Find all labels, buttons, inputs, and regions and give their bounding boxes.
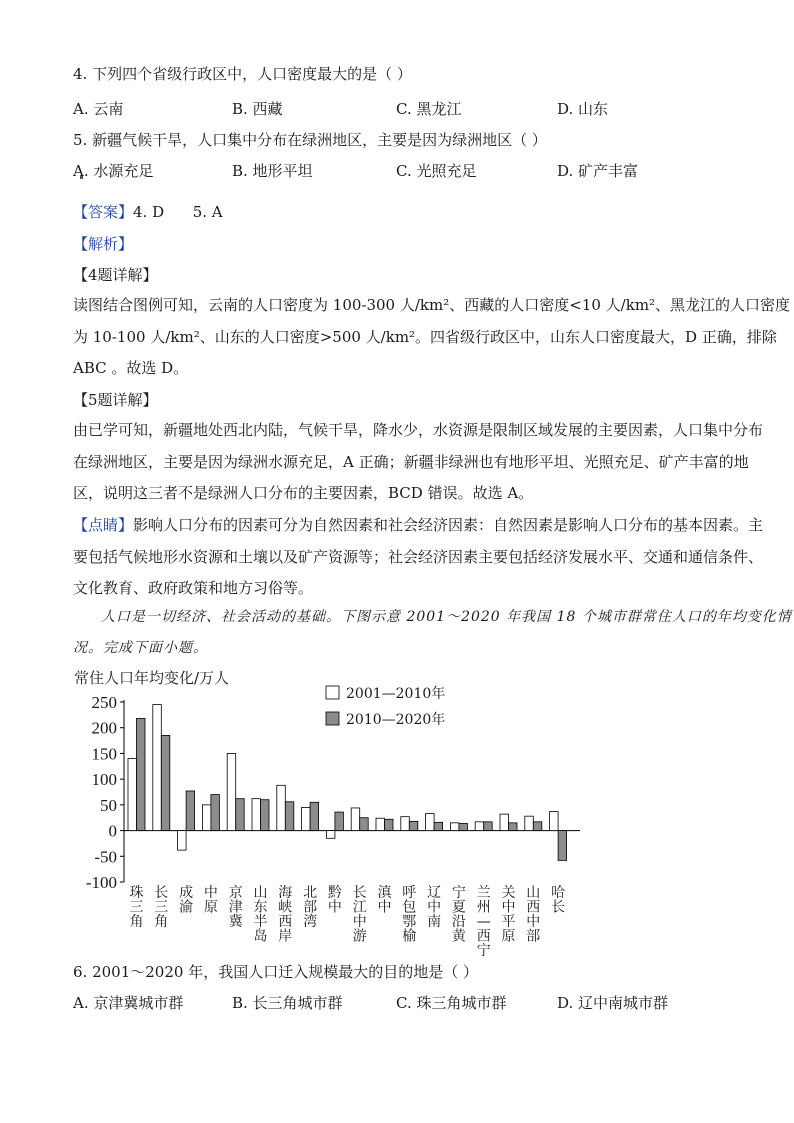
category-label-char: 原 bbox=[203, 899, 218, 916]
detail4-line-2: 为 10-100 人/km²、山东的人口密度>500 人/km²。四省级行政区中，山东人口密度最大，D 正确，排除 bbox=[73, 327, 777, 346]
category-label-char: 夏 bbox=[451, 899, 466, 916]
comment-line-1-text: 影响人口分布的因素可分为自然因素和社会经济因素：自然因素是影响人口分布的基本因素。主 bbox=[133, 516, 764, 534]
y-tick-label: 150 bbox=[91, 744, 117, 764]
bar-2 bbox=[285, 802, 294, 831]
q6-stem: 6. 2001～2020 年，我国人口迁入规模最大的目的地是（ ） bbox=[73, 963, 478, 981]
category-label-char: 海 bbox=[278, 885, 293, 901]
comment-line-2: 要包括气候地形水资源和土壤以及矿产资源等；社会经济因素主要包括经济发展水平、交通和通信条件、 bbox=[73, 547, 764, 566]
category-label-char: 中 bbox=[526, 914, 541, 930]
category-label-char: 呼 bbox=[402, 885, 417, 901]
bar-2 bbox=[261, 800, 270, 831]
bar-1 bbox=[550, 812, 559, 831]
q4-option-b: B. 西藏 bbox=[232, 100, 283, 118]
bar-1 bbox=[326, 831, 335, 839]
category-label-char: 包 bbox=[402, 899, 417, 916]
answer-tag: 【答案】 bbox=[73, 203, 134, 221]
bar-1 bbox=[426, 814, 435, 831]
y-tick-label: 0 bbox=[108, 821, 117, 841]
category-label-char: 沿 bbox=[451, 914, 466, 930]
category-label-char: 关 bbox=[501, 885, 516, 901]
category-label-char: 西 bbox=[476, 928, 491, 945]
bar-2 bbox=[459, 823, 468, 830]
bar-2 bbox=[558, 831, 567, 861]
category-label-char: 部 bbox=[303, 899, 318, 916]
y-tick-label: 250 bbox=[91, 693, 117, 712]
category-label-char: 长 bbox=[551, 899, 566, 916]
detail5-line-1: 由已学可知，新疆地处西北内陆，气候干旱，降水少，水资源是限制区域发展的主要因素，人口集中分布 bbox=[73, 421, 764, 439]
bar-1 bbox=[351, 808, 360, 831]
detail5-title: 【5题详解】 bbox=[73, 391, 158, 409]
category-label-char: 京 bbox=[228, 885, 243, 901]
category-label-char: 西 bbox=[278, 914, 293, 930]
bar-1 bbox=[500, 814, 509, 830]
category-label-char: 湾 bbox=[303, 914, 318, 930]
bar-1 bbox=[128, 759, 137, 831]
category-label-char: 黄 bbox=[451, 928, 466, 945]
category-label-char: 中 bbox=[203, 885, 218, 901]
category-label-char: 中 bbox=[352, 914, 367, 930]
population-change-chart bbox=[60, 665, 620, 959]
analysis-tag: 【解析】 bbox=[73, 235, 134, 253]
category-label-char: 中 bbox=[427, 899, 442, 916]
category-label-char: 珠 bbox=[129, 885, 144, 901]
category-label-char: 宁 bbox=[451, 885, 466, 901]
comment-line-1 bbox=[73, 510, 764, 542]
y-tick-label: 50 bbox=[100, 795, 117, 815]
legend-label-1: 2001—2010年 bbox=[346, 686, 446, 702]
category-label-char: 榆 bbox=[402, 928, 417, 945]
category-label-char: 东 bbox=[253, 899, 268, 916]
bar-1 bbox=[227, 753, 236, 830]
comment-tag: 【点睛】 bbox=[73, 516, 134, 534]
bar-1 bbox=[252, 799, 261, 831]
answer-line bbox=[73, 202, 223, 222]
category-label-char: 三 bbox=[129, 899, 144, 916]
y-tick-label: -100 bbox=[85, 873, 117, 892]
q5-stem: 5. 新疆气候干旱，人口集中分布在绿洲地区，主要是因为绿洲地区（ ） bbox=[73, 131, 547, 149]
bar-2 bbox=[434, 822, 443, 830]
q6-option-d: D. 辽中南城市群 bbox=[557, 994, 669, 1012]
bar-1 bbox=[178, 831, 187, 851]
category-label-char: 岸 bbox=[278, 928, 293, 945]
detail5-line-3: 区，说明这三者不是绿洲人口分布的主要因素，BCD 错误。故选 A。 bbox=[73, 484, 534, 502]
category-label-char: 中 bbox=[501, 899, 516, 916]
chart-title: 常住人口年均变化/万人 bbox=[74, 669, 230, 687]
bar-2 bbox=[409, 821, 418, 830]
q6-option-b: B. 长三角城市群 bbox=[232, 994, 343, 1012]
comment-body bbox=[73, 510, 764, 605]
bar-2 bbox=[161, 735, 170, 830]
category-label-char: 津 bbox=[228, 899, 243, 916]
category-label-char: 岛 bbox=[253, 928, 268, 945]
detail5-line-2: 在绿洲地区，主要是因为绿洲水源充足，A 正确；新疆非绿洲也有地形平坦、光照充足、矿产丰富的地 bbox=[73, 452, 749, 471]
category-label-char: 成 bbox=[179, 885, 194, 901]
q5-option-b: B. 地形平坦 bbox=[232, 162, 313, 180]
category-label-char: 山 bbox=[253, 885, 268, 901]
category-label-char: 冀 bbox=[228, 914, 243, 930]
bar-2 bbox=[137, 718, 146, 830]
bar-2 bbox=[533, 822, 542, 831]
chart-intro bbox=[73, 602, 792, 664]
category-label-char: 中 bbox=[327, 899, 342, 916]
y-tick-label: -50 bbox=[94, 847, 117, 867]
y-tick-label: 100 bbox=[91, 770, 117, 790]
bar-2 bbox=[484, 822, 493, 831]
comment-line-3: 文化教育、政府政策和地方习俗等。 bbox=[73, 579, 314, 597]
category-label-char: 平 bbox=[501, 914, 516, 930]
category-label-char: — bbox=[476, 914, 491, 930]
category-label-char: 州 bbox=[476, 899, 491, 916]
category-label-char: 黔 bbox=[327, 885, 342, 901]
q5-option-d: D. 矿产丰富 bbox=[557, 162, 639, 180]
detail4-line-3: ABC 。故选 D。 bbox=[73, 359, 189, 377]
bar-1 bbox=[202, 805, 211, 831]
category-label-char: 中 bbox=[377, 899, 392, 916]
legend-label-2: 2010—2020年 bbox=[346, 712, 446, 728]
category-label-char: 西 bbox=[526, 899, 541, 916]
category-label-char: 山 bbox=[526, 885, 541, 901]
detail4-body bbox=[73, 290, 791, 385]
category-label-char: 宁 bbox=[476, 943, 491, 959]
bar-2 bbox=[335, 812, 344, 831]
category-label-char: 鄂 bbox=[402, 914, 417, 930]
bar-1 bbox=[302, 807, 311, 830]
legend-swatch-2 bbox=[326, 712, 339, 725]
bar-2 bbox=[236, 799, 245, 831]
category-label-char: 峡 bbox=[278, 899, 293, 916]
bar-2 bbox=[186, 791, 195, 831]
category-label-char: 南 bbox=[427, 914, 442, 930]
legend-swatch-1 bbox=[326, 686, 339, 699]
q5-option-c: C. 光照充足 bbox=[396, 162, 477, 180]
bar-2 bbox=[509, 823, 518, 831]
q4-option-d: D. 山东 bbox=[557, 100, 609, 118]
q4-stem: 4. 下列四个省级行政区中，人口密度最大的是（ ） bbox=[73, 65, 412, 83]
q6-option-a: A. 京津冀城市群 bbox=[73, 994, 184, 1012]
category-label-char: 游 bbox=[352, 928, 367, 945]
detail4-title: 【4题详解】 bbox=[73, 266, 158, 284]
bar-2 bbox=[310, 802, 319, 830]
q4-option-a: A. 云南 bbox=[73, 100, 124, 118]
category-label-char: 半 bbox=[253, 914, 268, 930]
category-label-char: 渝 bbox=[179, 899, 194, 916]
category-label-char: 滇 bbox=[377, 885, 392, 901]
bar-1 bbox=[450, 823, 459, 831]
q6-option-c: C. 珠三角城市群 bbox=[396, 994, 507, 1012]
q4-option-c: C. 黑龙江 bbox=[396, 100, 462, 118]
bar-2 bbox=[211, 795, 220, 831]
category-label-char: 长 bbox=[154, 885, 169, 901]
category-label-char: 哈 bbox=[551, 885, 566, 901]
category-label-char: 三 bbox=[154, 899, 169, 916]
answer-text: 4. D 5. A bbox=[133, 203, 223, 221]
q5-option-a: A. 水源充足 bbox=[73, 162, 154, 180]
category-label-char: 原 bbox=[501, 928, 516, 945]
category-label-char: 辽 bbox=[427, 885, 442, 901]
bar-1 bbox=[525, 816, 534, 830]
category-label-char: 角 bbox=[154, 914, 169, 930]
bar-1 bbox=[401, 817, 410, 831]
bar-1 bbox=[153, 705, 162, 831]
bar-2 bbox=[385, 819, 394, 830]
category-label-char: 兰 bbox=[476, 885, 491, 901]
category-label-char: 北 bbox=[303, 885, 318, 901]
y-tick-label: 200 bbox=[91, 718, 117, 738]
category-label-char: 角 bbox=[129, 914, 144, 930]
detail5-body bbox=[73, 415, 764, 510]
bar-2 bbox=[360, 818, 369, 831]
bar-1 bbox=[475, 822, 484, 831]
category-label-char: 长 bbox=[352, 885, 367, 901]
bar-1 bbox=[376, 818, 385, 830]
intro-line-2: 况。完成下面小题。 bbox=[73, 640, 208, 656]
detail4-line-1: 读图结合图例可知，云南的人口密度为 100-300 人/km²、西藏的人口密度<10 人/km²、黑龙江的人口密度 bbox=[73, 296, 791, 314]
category-label-char: 部 bbox=[526, 928, 541, 945]
bar-1 bbox=[277, 785, 286, 830]
category-label-char: 江 bbox=[352, 899, 367, 916]
intro-line-1: 人口是一切经济、社会活动的基础。下图示意 2001～2020 年我国 18 个城市群常住人口的年均变化情 bbox=[101, 609, 792, 625]
